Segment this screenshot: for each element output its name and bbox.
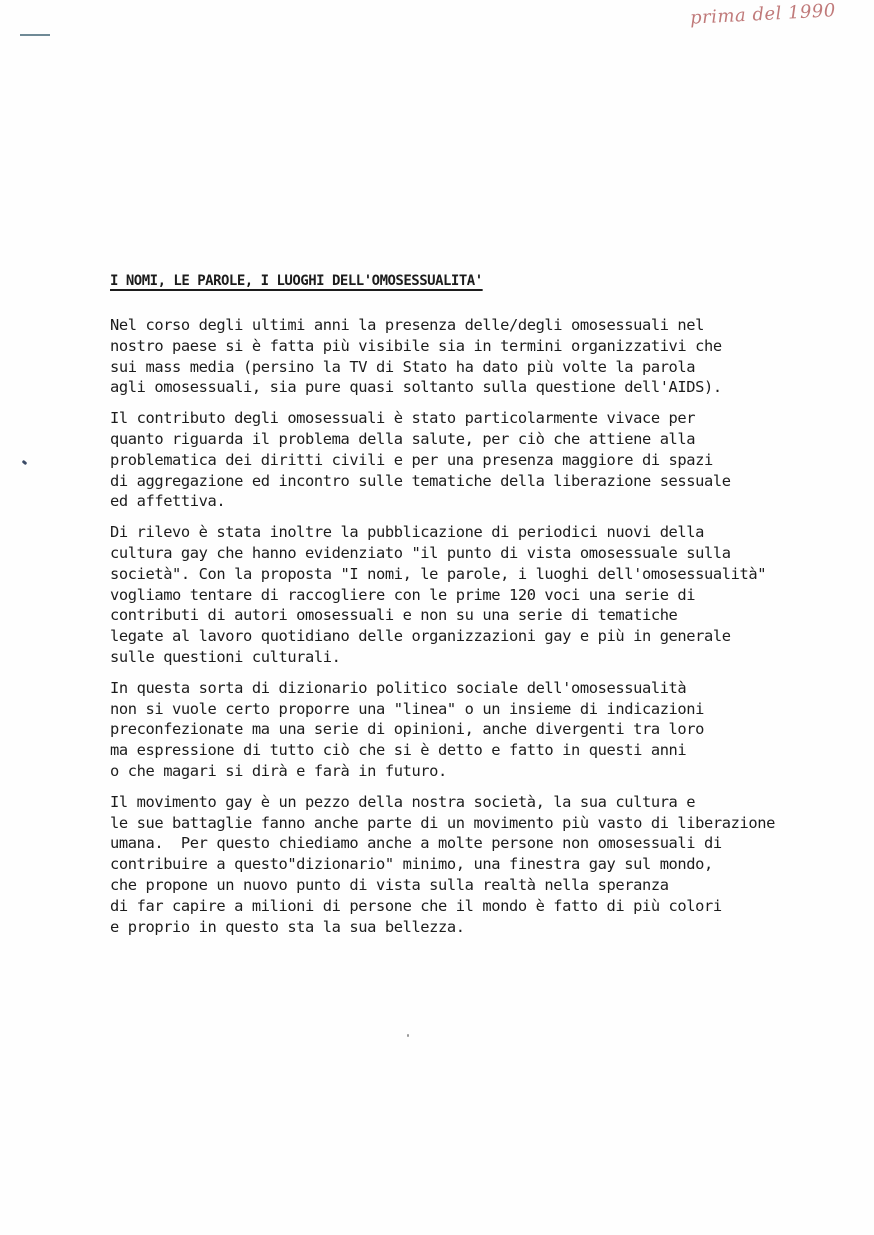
text-line: non si vuole certo proporre una "linea" o un insieme di indicazioni	[110, 699, 705, 718]
text-line: preconfezionate ma una serie di opinioni, anche divergenti tra loro	[110, 720, 705, 739]
document-title: I NOMI, LE PAROLE, I LUOGHI DELL'OMOSESSUALITA'	[110, 273, 483, 289]
paragraph	[110, 408, 810, 512]
text-line: vogliamo tentare di raccogliere con le prime 120 voci una serie di	[110, 585, 696, 604]
ink-speck	[407, 1034, 409, 1037]
ink-speck	[22, 460, 28, 466]
paragraph	[110, 522, 810, 668]
text-line: ed affettiva.	[110, 492, 226, 511]
text-line: società". Con la proposta "I nomi, le parole, i luoghi dell'omosessualità"	[110, 564, 767, 583]
handwritten-note: prima del 1990	[689, 0, 837, 29]
text-line: contribuire a questo"dizionario" minimo, una finestra gay sul mondo,	[110, 855, 713, 874]
text-line: di aggregazione ed incontro sulle tematiche della liberazione sessuale	[110, 471, 731, 490]
text-line: Il contributo degli omosessuali è stato particolarmente vivace per	[110, 409, 696, 428]
document-body	[110, 315, 810, 947]
text-line: nostro paese si è fatta più visibile sia in termini organizzativi che	[110, 336, 722, 355]
paragraph	[110, 792, 810, 938]
text-line: In questa sorta di dizionario politico sociale dell'omosessualità	[110, 678, 687, 697]
text-line: Il movimento gay è un pezzo della nostra società, la sua cultura e	[110, 792, 696, 811]
corner-mark	[20, 34, 50, 36]
text-line: o che magari si dirà e farà in futuro.	[110, 761, 447, 780]
text-line: cultura gay che hanno evidenziato "il punto di vista omosessuale sulla	[110, 543, 731, 562]
text-line: contributi di autori omosessuali e non su una serie di tematiche	[110, 606, 678, 625]
text-line: e proprio in questo sta la sua bellezza.	[110, 917, 465, 936]
paragraph	[110, 678, 810, 782]
text-line: umana. Per questo chiediamo anche a molte persone non omosessuali di	[110, 834, 722, 853]
text-line: quanto riguarda il problema della salute, per ciò che attiene alla	[110, 429, 696, 448]
text-line: sulle questioni culturali.	[110, 647, 341, 666]
text-line: agli omosessuali, sia pure quasi soltanto sulla questione dell'AIDS).	[110, 378, 722, 397]
text-line: Di rilevo è stata inoltre la pubblicazione di periodici nuovi della	[110, 523, 705, 542]
text-line: problematica dei diritti civili e per una presenza maggiore di spazi	[110, 450, 713, 469]
text-line: che propone un nuovo punto di vista sulla realtà nella speranza	[110, 875, 669, 894]
text-line: legate al lavoro quotidiano delle organizzazioni gay e più in generale	[110, 627, 731, 646]
paragraph	[110, 315, 810, 398]
text-line: ma espressione di tutto ciò che si è detto e fatto in questi anni	[110, 741, 687, 760]
text-line: Nel corso degli ultimi anni la presenza delle/degli omosessuali nel	[110, 316, 705, 334]
text-line: sui mass media (persino la TV di Stato ha dato più volte la parola	[110, 357, 696, 376]
text-line: di far capire a milioni di persone che il mondo è fatto di più colori	[110, 896, 722, 915]
text-line: le sue battaglie fanno anche parte di un movimento più vasto di liberazione	[110, 813, 775, 832]
